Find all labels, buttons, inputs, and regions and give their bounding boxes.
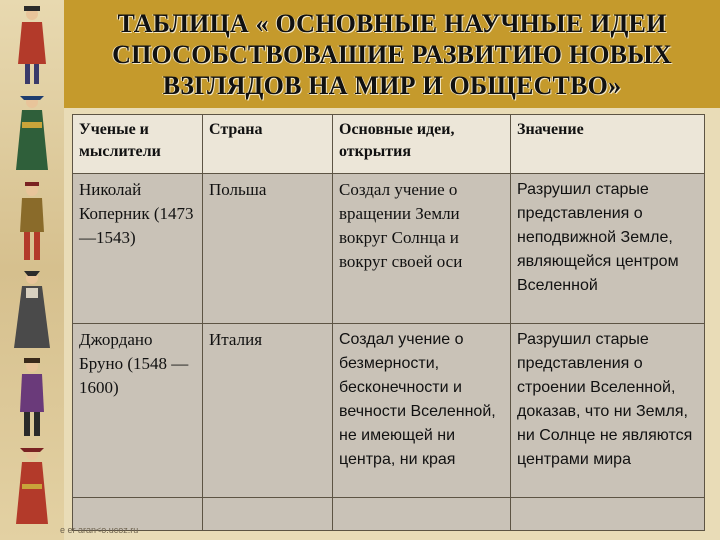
costume-figure-icon <box>6 356 58 440</box>
costume-figure-icon <box>6 92 58 176</box>
table-header-row <box>73 115 705 174</box>
costume-figure-icon <box>6 268 58 352</box>
cell-ideas: Создал учение о безмерности, бесконечности и вечности Вселенной, не имеющей ни центра, ни края <box>333 324 511 498</box>
title-banner <box>64 0 720 108</box>
cell-empty <box>333 498 511 531</box>
cell-significance: Разрушил старые представления о строении Вселенной, доказав, что ни Земля, ни Солнце не являются центрами мира <box>511 324 705 498</box>
costume-figure-icon <box>6 180 58 264</box>
table-row-empty <box>73 498 705 531</box>
cell-empty <box>203 498 333 531</box>
cell-ideas: Создал учение о вращении Земли вокруг Солнца и вокруг своей оси <box>333 174 511 324</box>
cell-scientist: Николай Коперник (1473—1543) <box>73 174 203 324</box>
table-row <box>73 324 705 498</box>
cell-scientist: Джордано Бруно (1548 —1600) <box>73 324 203 498</box>
cell-empty <box>511 498 705 531</box>
ideas-table <box>72 114 705 531</box>
watermark-text: e er aran<o.ucoz.ru <box>60 525 139 535</box>
decorative-figure-strip <box>0 0 65 540</box>
page-title: ТАБЛИЦА « ОСНОВНЫЕ НАУЧНЫЕ ИДЕИ СПОСОБСТВОВАШИЕ РАЗВИТИЮ НОВЫХ ВЗГЛЯДОВ НА МИР И ОБЩЕСТВО» <box>112 8 672 100</box>
costume-figure-icon <box>6 4 58 88</box>
cell-significance: Разрушил старые представления о неподвижной Земле, являющейся центром Вселенной <box>511 174 705 324</box>
cell-country: Польша <box>203 174 333 324</box>
table-row <box>73 174 705 324</box>
header-scientists: Ученые и мыслители <box>73 115 203 174</box>
costume-figure-icon <box>6 444 58 528</box>
header-country: Страна <box>203 115 333 174</box>
header-significance: Значение <box>511 115 705 174</box>
cell-country: Италия <box>203 324 333 498</box>
header-ideas: Основные идеи, открытия <box>333 115 511 174</box>
